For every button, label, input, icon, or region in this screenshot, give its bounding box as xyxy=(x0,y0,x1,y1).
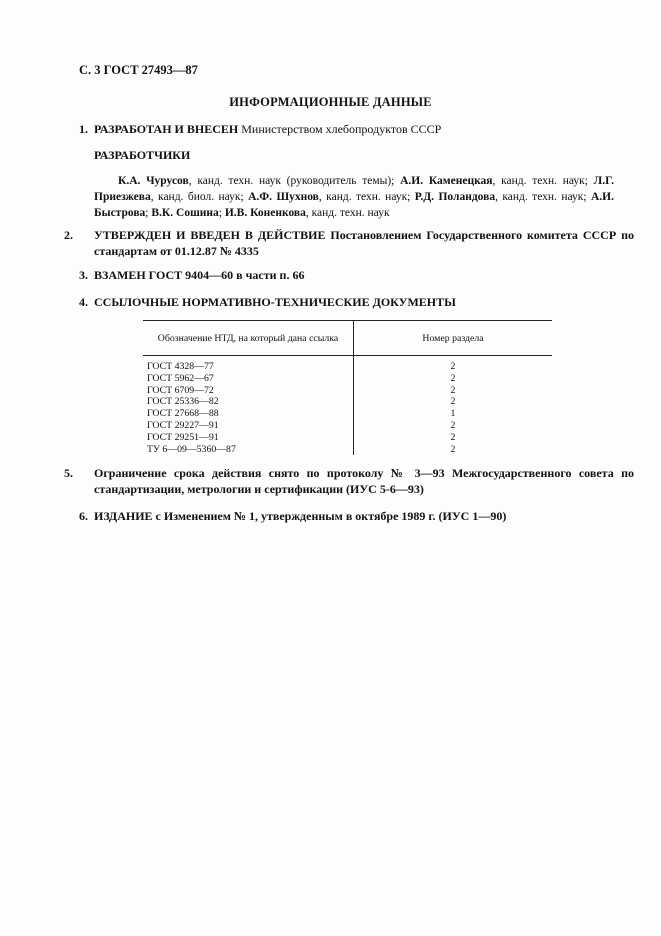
developers-heading: РАЗРАБОТЧИКИ xyxy=(94,148,191,162)
document-cell: ГОСТ 4328—77 xyxy=(143,356,354,373)
section-number: 5. xyxy=(64,466,73,480)
authors-list xyxy=(94,173,614,221)
author-role: ; xyxy=(218,207,225,219)
section-cell: 2 xyxy=(450,396,456,408)
section-cell: 1 xyxy=(450,408,456,420)
section-cell: 2 xyxy=(450,431,456,443)
document-cell: ГОСТ 27668—88 xyxy=(143,408,354,420)
document-cell: ГОСТ 29251—91 xyxy=(143,432,354,444)
section-text: Министерством хлебопродуктов СССР xyxy=(238,122,442,136)
section-2 xyxy=(64,227,635,259)
section-number: 3. xyxy=(79,268,88,282)
table-row xyxy=(143,408,552,420)
table-row xyxy=(143,432,552,444)
table-row xyxy=(143,420,552,432)
table-header-row xyxy=(143,321,552,356)
section-heading: Ограничение срока действия снято по протоколу № 3—93 Межгосударственного совета по стандартизации, метрологии и сертификации (ИУС 5-6—93) xyxy=(94,466,634,496)
section-number: 2. xyxy=(64,228,73,242)
section-heading: ИЗДАНИЕ с Изменением № 1, утвержденным в октябре 1989 г. (ИУС 1—90) xyxy=(94,509,507,523)
section-heading: УТВЕРЖДЕН И ВВЕДЕН В ДЕЙСТВИЕ xyxy=(94,228,326,242)
author-role: , канд. техн. наук xyxy=(305,207,390,219)
section-5 xyxy=(64,465,634,497)
section-6 xyxy=(79,508,619,524)
section-number: 4. xyxy=(79,295,88,309)
author-name: А.Ф. Шухнов xyxy=(248,191,319,203)
table-row xyxy=(143,356,552,373)
section-cell: 2 xyxy=(450,419,456,431)
column-header-section: Номер раздела xyxy=(354,321,553,356)
section-text: Постановлением Государственного комитета СССР по стандартам от 01.12.87 № 4335 xyxy=(94,228,635,258)
author-role: , канд. техн. наук; xyxy=(492,175,594,187)
document-cell: ТУ 6—09—5360—87 xyxy=(143,444,354,456)
section-number: 6. xyxy=(79,509,88,523)
table-row xyxy=(143,385,552,397)
table-row xyxy=(143,444,552,456)
page-header: С. 3 ГОСТ 27493—87 xyxy=(79,63,198,77)
section-cell: 2 xyxy=(450,372,456,384)
section-cell: 2 xyxy=(450,443,456,455)
document-cell: ГОСТ 29227—91 xyxy=(143,420,354,432)
author-name: В.К. Сошина xyxy=(151,207,219,219)
document-cell: ГОСТ 5962—67 xyxy=(143,373,354,385)
section-1 xyxy=(79,121,619,137)
section-heading: ССЫЛОЧНЫЕ НОРМАТИВНО-ТЕХНИЧЕСКИЕ ДОКУМЕНТЫ xyxy=(94,295,456,309)
author-role: , канд. техн. наук; xyxy=(495,191,591,203)
section-heading: РАЗРАБОТАН И ВНЕСЕН xyxy=(94,122,239,136)
table-row xyxy=(143,373,552,385)
author-role: , канд. техн. наук; xyxy=(318,191,415,203)
section-cell: 2 xyxy=(450,361,456,372)
section-3 xyxy=(79,267,619,283)
column-header-document: Обозначение НТД, на который дана ссылка xyxy=(143,321,354,356)
document-cell: ГОСТ 25336—82 xyxy=(143,396,354,408)
reference-documents-table xyxy=(143,320,552,455)
author-name: Л.Г. Приезжева xyxy=(94,175,614,203)
document-cell: ГОСТ 6709—72 xyxy=(143,385,354,397)
section-heading: ВЗАМЕН ГОСТ 9404—60 в части п. 66 xyxy=(94,268,305,282)
document-title: ИНФОРМАЦИОННЫЕ ДАННЫЕ xyxy=(229,95,432,109)
section-number: 1. xyxy=(79,122,88,136)
section-cell: 2 xyxy=(450,384,456,396)
author-name: Р.Д. Поландова xyxy=(414,191,496,203)
table-row xyxy=(143,396,552,408)
author-name: К.А. Чурусов xyxy=(118,175,189,187)
author-role: , канд. техн. наук (руководитель темы); xyxy=(188,175,401,187)
section-4 xyxy=(79,294,619,310)
author-name: И.В. Коненкова xyxy=(224,207,306,219)
author-role: , канд. биол. наук; xyxy=(150,191,249,203)
author-name: А.И. Быстрова xyxy=(94,191,614,219)
author-role: ; xyxy=(145,207,152,219)
author-name: А.И. Каменецкая xyxy=(400,175,493,187)
